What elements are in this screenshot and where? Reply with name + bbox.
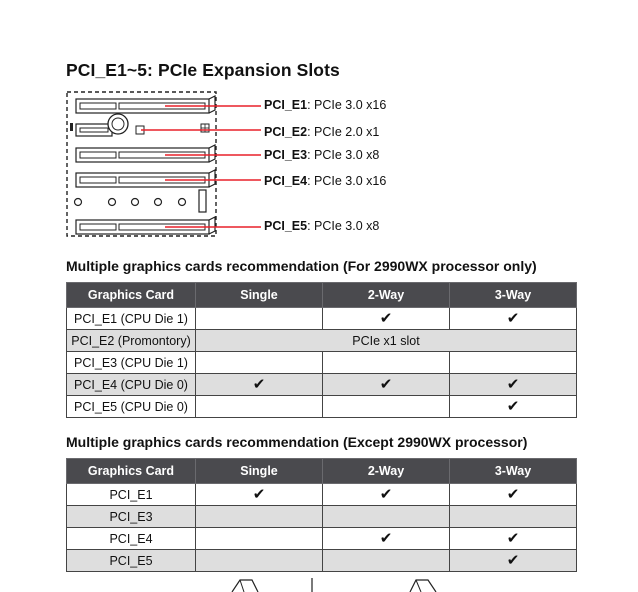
check-cell: ✔: [323, 484, 450, 506]
table-row: [67, 374, 577, 396]
table1-heading: Multiple graphics cards recommendation (For 2990WX processor only): [66, 258, 537, 274]
table-row: [67, 308, 577, 330]
table-row: [67, 484, 577, 506]
card-cell: PCI_E4: [67, 528, 196, 550]
table-row: [67, 396, 577, 418]
slot-label-pci-e2: PCI_E2: PCIe 2.0 x1: [264, 125, 380, 139]
check-cell: ✔: [323, 374, 450, 396]
check-cell: [196, 550, 323, 572]
merged-cell: PCIe x1 slot: [196, 330, 577, 352]
check-cell: [450, 506, 577, 528]
col-header: 2-Way: [323, 283, 450, 308]
table-row: [67, 506, 577, 528]
card-cell: PCI_E1: [67, 484, 196, 506]
slot-pci-e5: [76, 217, 215, 234]
check-cell: [323, 396, 450, 418]
card-cell: PCI_E1 (CPU Die 1): [67, 308, 196, 330]
check-cell: ✔: [450, 396, 577, 418]
check-cell: ✔: [450, 550, 577, 572]
col-header: Graphics Card: [67, 283, 196, 308]
check-cell: ✔: [450, 484, 577, 506]
table-header-row: [67, 459, 577, 484]
battery-icon: [108, 114, 128, 134]
check-cell: ✔: [450, 308, 577, 330]
table-header-row: [67, 283, 577, 308]
card-cell: PCI_E4 (CPU Die 0): [67, 374, 196, 396]
check-cell: [196, 396, 323, 418]
check-cell: [323, 352, 450, 374]
slot-label-pci-e5: PCI_E5: PCIe 3.0 x8: [264, 219, 380, 233]
card-cell: PCI_E5 (CPU Die 0): [67, 396, 196, 418]
col-header: Single: [196, 283, 323, 308]
col-header: 3-Way: [450, 283, 577, 308]
col-header: Single: [196, 459, 323, 484]
slot-label-pci-e4: PCI_E4: PCIe 3.0 x16: [264, 174, 387, 188]
bottom-illustration: [0, 572, 638, 592]
slot-label-pci-e1: PCI_E1: PCIe 3.0 x16: [264, 98, 387, 112]
check-cell: ✔: [450, 528, 577, 550]
slot-pci-e4: [76, 170, 215, 187]
check-cell: [196, 352, 323, 374]
card-cell: PCI_E2 (Promontory): [67, 330, 196, 352]
card-cell: PCI_E3 (CPU Die 1): [67, 352, 196, 374]
check-cell: ✔: [323, 528, 450, 550]
table-except-2990wx: [66, 458, 577, 572]
slot-pci-e3: [76, 145, 215, 162]
table2-heading: Multiple graphics cards recommendation (Except 2990WX processor): [66, 434, 528, 450]
check-cell: [196, 506, 323, 528]
slot-label-pci-e3: PCI_E3: PCIe 3.0 x8: [264, 148, 380, 162]
check-cell: ✔: [323, 308, 450, 330]
check-cell: ✔: [450, 374, 577, 396]
table-row: [67, 528, 577, 550]
table-row: [67, 330, 577, 352]
page-title: PCI_E1~5: PCIe Expansion Slots: [66, 60, 340, 80]
col-header: Graphics Card: [67, 459, 196, 484]
slot-pci-e2: [70, 114, 209, 136]
check-cell: [196, 308, 323, 330]
card-cell: PCI_E3: [67, 506, 196, 528]
col-header: 3-Way: [450, 459, 577, 484]
check-cell: [323, 550, 450, 572]
table-row: [67, 550, 577, 572]
table-2990wx: [66, 282, 577, 418]
check-cell: [450, 352, 577, 374]
card-cell: PCI_E5: [67, 550, 196, 572]
check-cell: [196, 528, 323, 550]
table-row: [67, 352, 577, 374]
col-header: 2-Way: [323, 459, 450, 484]
check-cell: ✔: [196, 484, 323, 506]
mounting-holes: [75, 190, 207, 212]
check-cell: [323, 506, 450, 528]
slot-pci-e1: [76, 96, 215, 113]
check-cell: ✔: [196, 374, 323, 396]
